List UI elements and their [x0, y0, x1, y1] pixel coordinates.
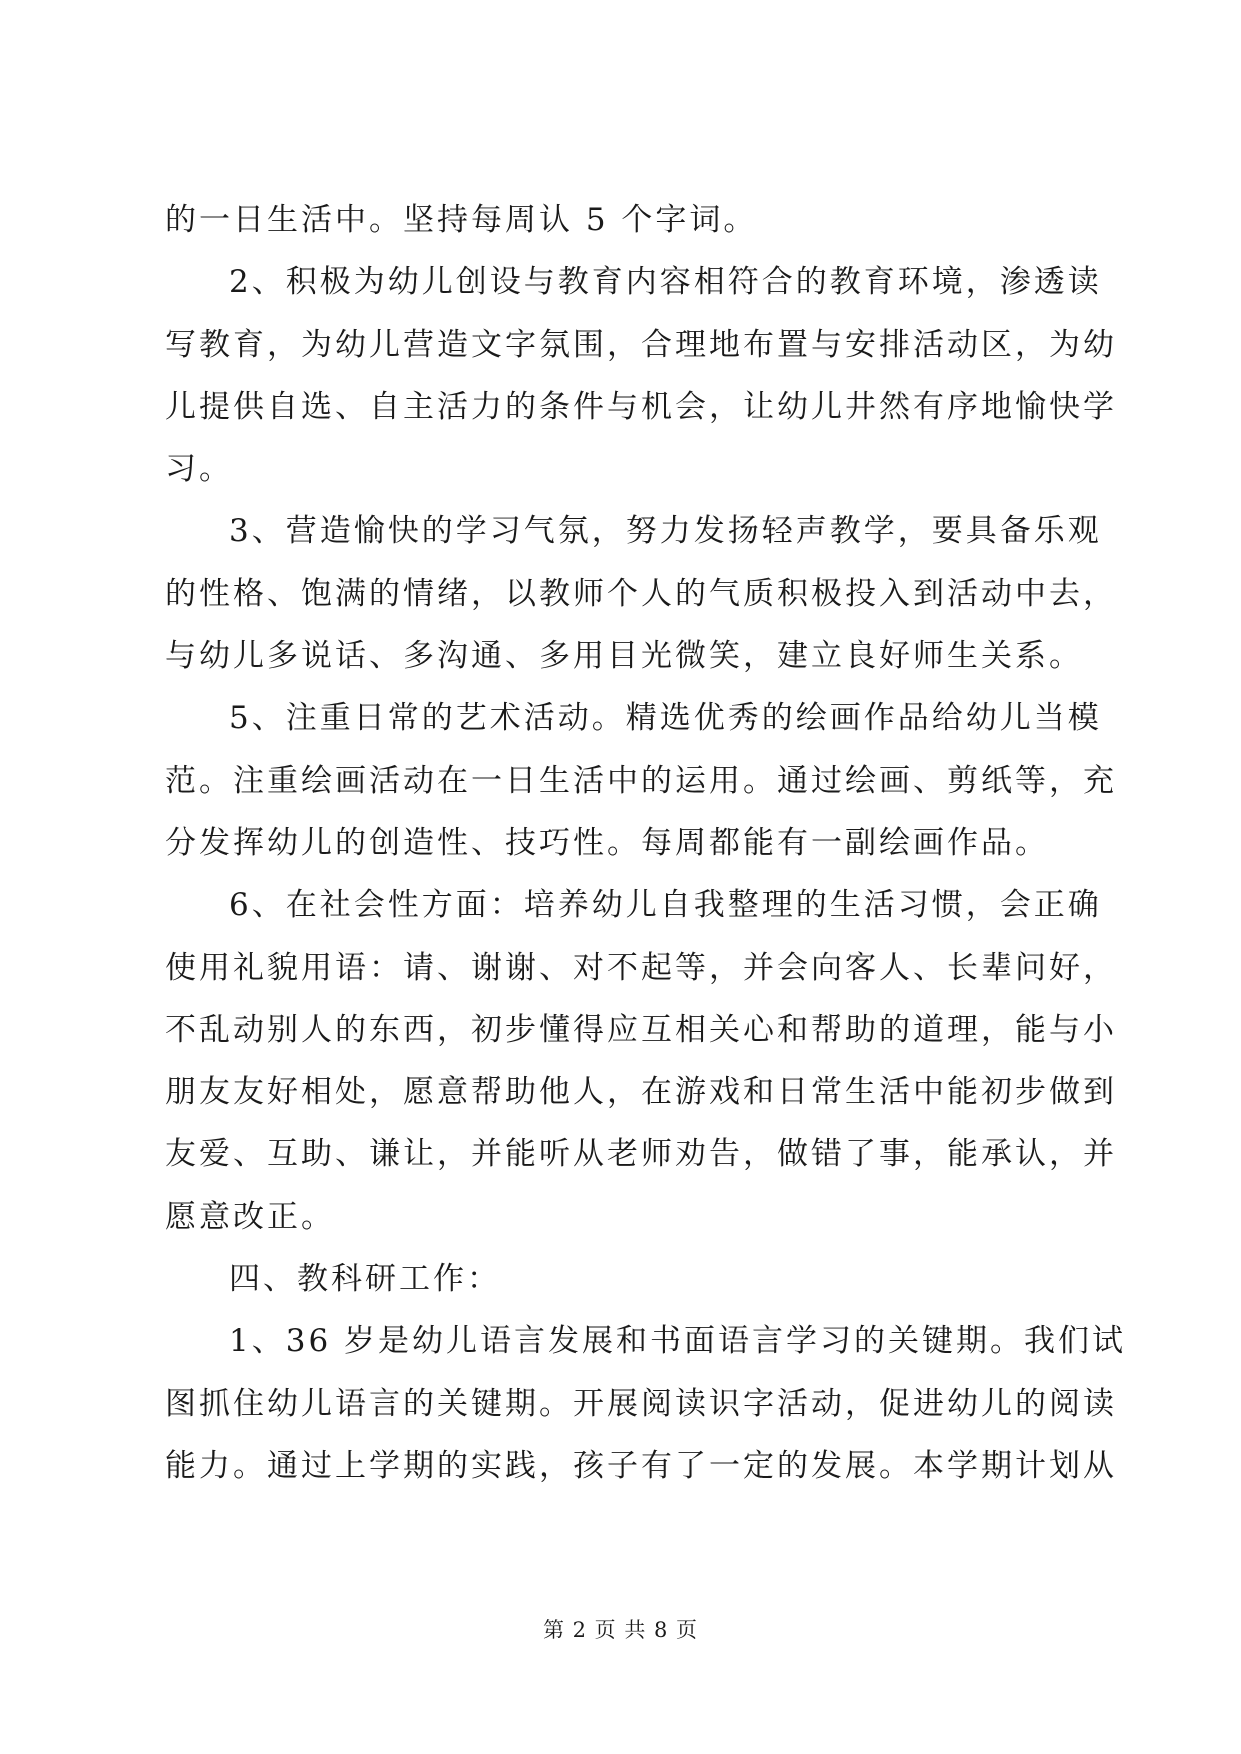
text-line: 2、积极为幼儿创设与教育内容相符合的教育环境，渗透读 — [229, 264, 1102, 301]
text-line: 习。 — [165, 451, 233, 488]
text-line: 能力。通过上学期的实践，孩子有了一定的发展。本学期计划从 — [165, 1447, 1117, 1484]
text-line: 不乱动别人的东西，初步懂得应互相关心和帮助的道理，能与小 — [165, 1011, 1117, 1048]
text-line: 与幼儿多说话、多沟通、多用目光微笑，建立良好师生关系。 — [165, 638, 1083, 675]
text-line: 儿提供自选、自主活力的条件与机会，让幼儿井然有序地愉快学 — [165, 388, 1117, 425]
text-line: 5、注重日常的艺术活动。精选优秀的绘画作品给幼儿当模 — [229, 700, 1102, 737]
text-line: 范。注重绘画活动在一日生活中的运用。通过绘画、剪纸等，充 — [165, 762, 1117, 799]
text-line: 写教育，为幼儿营造文字氛围，合理地布置与安排活动区，为幼 — [165, 326, 1117, 363]
text-line: 朋友友好相处，愿意帮助他人，在游戏和日常生活中能初步做到 — [165, 1074, 1117, 1111]
text-line: 使用礼貌用语：请、谢谢、对不起等，并会向客人、长辈问好， — [165, 949, 1117, 986]
text-line: 分发挥幼儿的创造性、技巧性。每周都能有一副绘画作品。 — [165, 824, 1049, 861]
section-heading: 四、教科研工作： — [229, 1261, 501, 1298]
body-text — [165, 200, 1127, 1508]
text-line: 的性格、饱满的情绪，以教师个人的气质积极投入到活动中去， — [165, 575, 1117, 612]
text-line: 的一日生活中。坚持每周认 5 个字词。 — [165, 202, 758, 238]
text-line: 图抓住幼儿语言的关键期。开展阅读识字活动，促进幼儿的阅读 — [165, 1385, 1117, 1422]
text-line: 3、营造愉快的学习气氛，努力发扬轻声教学，要具备乐观 — [229, 513, 1102, 550]
page-footer: 第 2 页 共 8 页 — [542, 1618, 699, 1642]
text-line: 愿意改正。 — [165, 1198, 335, 1235]
text-line: 6、在社会性方面：培养幼儿自我整理的生活习惯，会正确 — [229, 887, 1102, 924]
text-line: 1、36 岁是幼儿语言发展和书面语言学习的关键期。我们试 — [229, 1323, 1127, 1360]
text-line: 友爱、互助、谦让，并能听从老师劝告，做错了事，能承认，并 — [165, 1136, 1117, 1173]
